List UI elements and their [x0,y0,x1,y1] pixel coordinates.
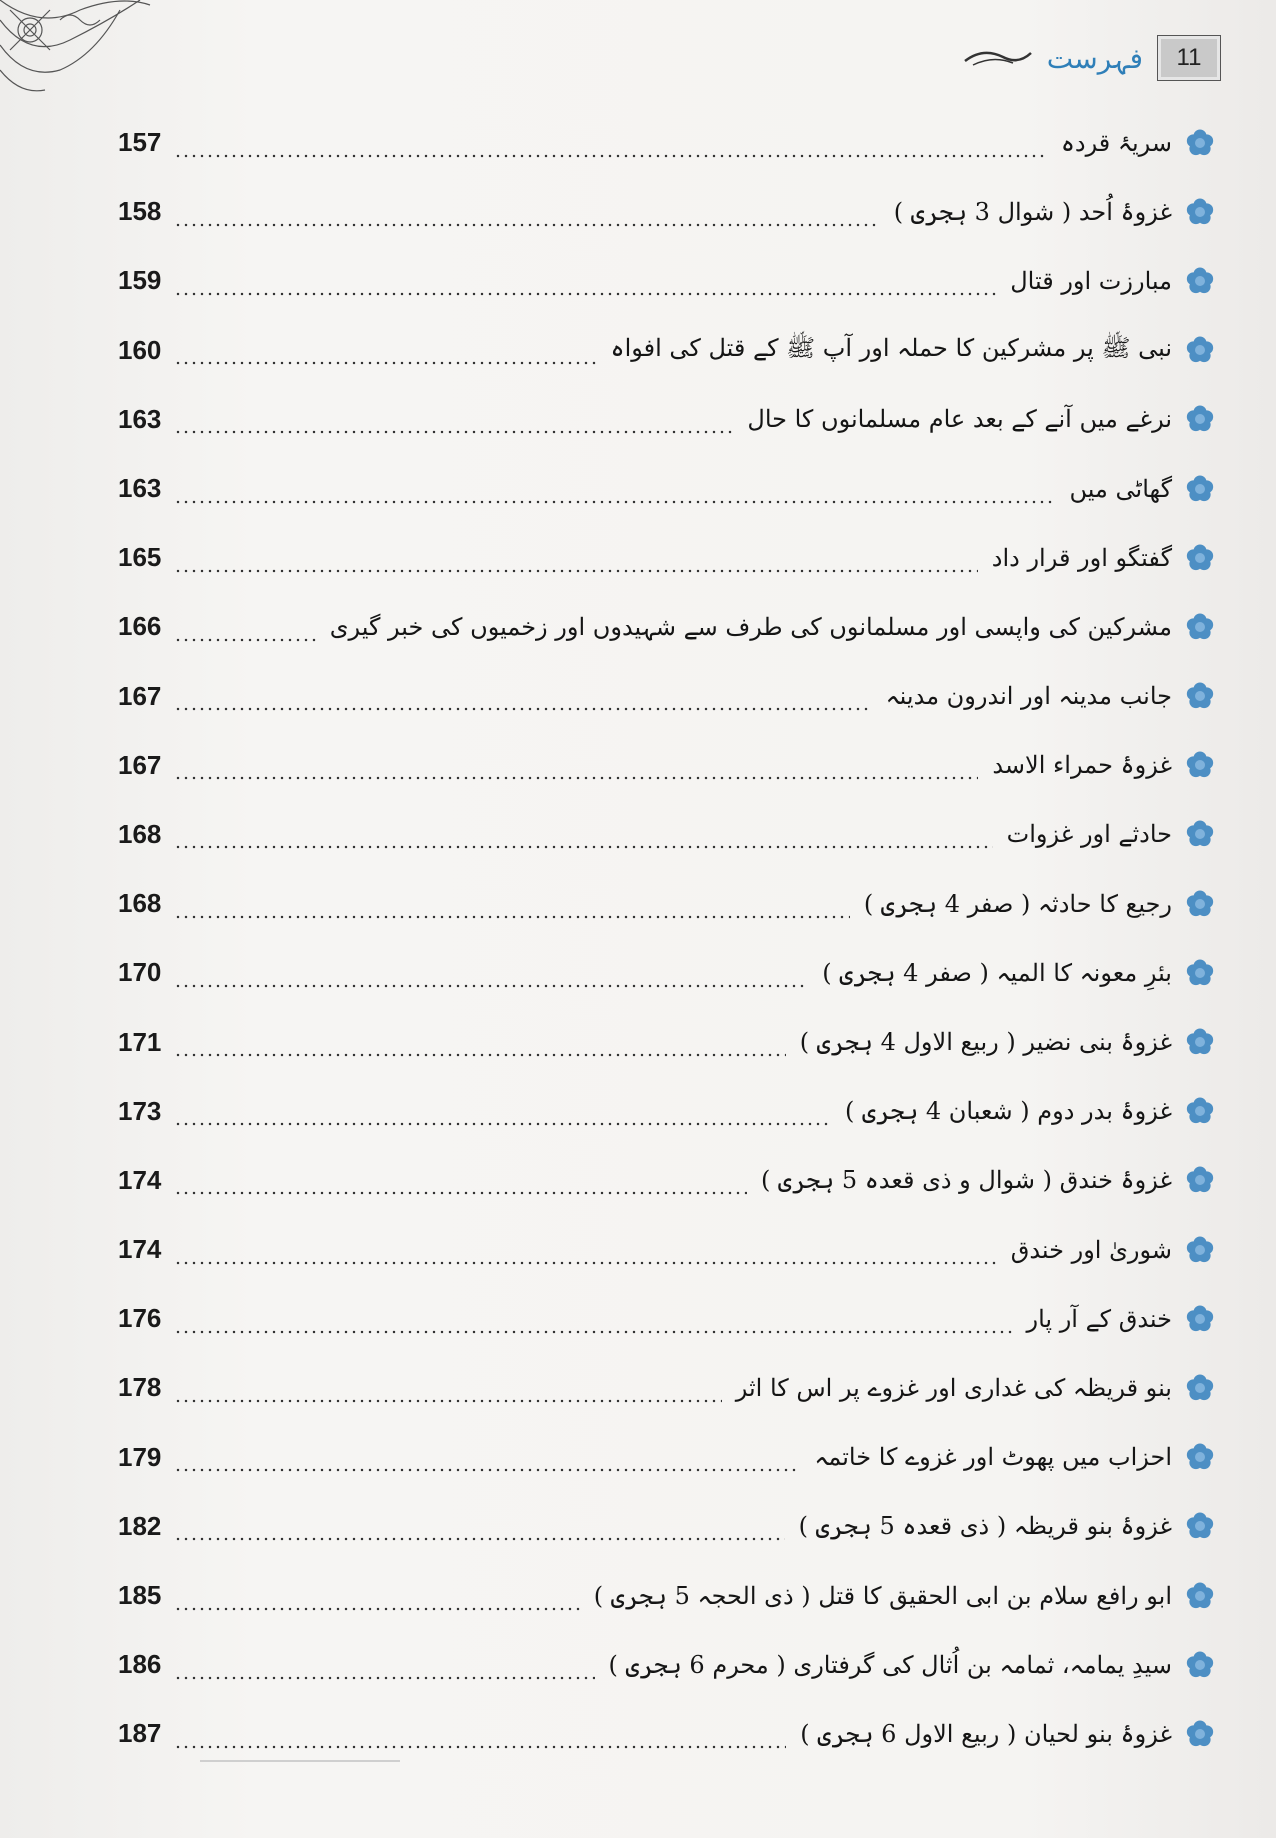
toc-page-number: 159 [118,265,162,296]
dot-leader [174,553,978,575]
table-of-contents [118,108,1216,1769]
toc-entry-title: مشرکین کی واپسی اور مسلمانوں کی طرف سے شہیدوں اور زخمیوں کی خبر گیری [329,612,1172,641]
flower-bullet-icon [1184,1372,1216,1404]
dot-leader [174,1245,997,1267]
toc-page-number: 186 [118,1649,162,1680]
toc-page-number: 173 [118,1095,162,1126]
toc-page-number: 168 [118,818,162,849]
toc-entry-title: خندق کے آر پار [1026,1304,1172,1333]
toc-entry[interactable] [118,1630,1216,1699]
toc-entry[interactable] [118,1561,1216,1630]
toc-entry[interactable] [118,108,1216,177]
flower-bullet-icon [1184,473,1216,505]
dot-leader [174,622,316,644]
toc-entry-title: غزوۂ خندق ( شوال و ذی قعدہ 5 ہجری ) [760,1166,1172,1195]
page-title: فہرست [1046,41,1143,75]
toc-entry-title: بنو قریظہ کی غداری اور غزوے پر اس کا اثر [735,1373,1172,1402]
toc-page-number: 166 [118,611,162,642]
dot-leader [174,414,733,436]
toc-entry[interactable] [118,662,1216,731]
toc-page-number: 185 [118,1580,162,1611]
swash-ornament-icon [963,43,1033,73]
divider [200,1760,400,1762]
toc-page-number: 168 [118,888,162,919]
toc-page-number: 182 [118,1510,162,1541]
toc-entry[interactable] [118,1353,1216,1422]
toc-entry-title: گفتگو اور قرار داد [991,543,1172,572]
toc-entry[interactable] [118,523,1216,592]
toc-page-number: 174 [118,1164,162,1195]
dot-leader [174,899,850,921]
toc-entry[interactable] [118,1077,1216,1146]
toc-entry-title: غزوۂ حمراء الاسد [992,751,1172,780]
toc-entry-title: جانب مدینہ اور اندرون مدینہ [885,682,1172,711]
toc-entry-title: سریۂ قردہ [1060,128,1172,157]
flower-bullet-icon [1184,1234,1216,1266]
flower-bullet-icon [1184,1164,1216,1196]
flower-bullet-icon [1184,749,1216,781]
toc-page-number: 167 [118,749,162,780]
toc-page-number: 160 [118,334,162,365]
toc-page-number: 170 [118,957,162,988]
toc-entry[interactable] [118,1215,1216,1284]
toc-page-number: 165 [118,542,162,573]
toc-entry[interactable] [118,1284,1216,1353]
dot-leader [174,1314,1012,1336]
dot-leader [174,829,993,851]
toc-entry[interactable] [118,869,1216,938]
flower-bullet-icon [1184,542,1216,574]
corner-ornament-icon [0,0,160,110]
toc-entry[interactable] [118,592,1216,661]
toc-entry-title: نرغے میں آنے کے بعد عام مسلمانوں کا حال [747,405,1172,434]
toc-entry[interactable] [118,454,1216,523]
toc-page-number: 163 [118,473,162,504]
flower-bullet-icon [1184,127,1216,159]
dot-leader [174,968,808,990]
dot-leader [174,760,978,782]
toc-entry[interactable] [118,246,1216,315]
dot-leader [174,1452,800,1474]
toc-entry-title: حادثے اور غزوات [1006,820,1172,849]
toc-entry-title: نبی ﷺ پر مشرکین کا حملہ اور آپ ﷺ کے قتل کی افواہ [610,333,1172,362]
toc-entry[interactable] [118,1492,1216,1561]
toc-entry-title: گھاٹی میں [1069,474,1172,503]
toc-entry-title: ابو رافع سلام بن ابی الحقیق کا قتل ( ذی الحجہ 5 ہجری ) [593,1581,1172,1610]
page-number: 11 [1157,35,1221,81]
toc-entry-title: شوریٰ اور خندق [1010,1235,1172,1264]
flower-bullet-icon [1184,1649,1216,1681]
toc-page-number: 167 [118,680,162,711]
toc-page-number: 176 [118,1303,162,1334]
toc-entry[interactable] [118,800,1216,869]
flower-bullet-icon [1184,1718,1216,1750]
toc-page-number: 178 [118,1372,162,1403]
toc-entry-title: سیدِ یمامہ، ثمامہ بن اُثال کی گرفتاری ( محرم 6 ہجری ) [608,1650,1172,1679]
flower-bullet-icon [1184,1510,1216,1542]
flower-bullet-icon [1184,1095,1216,1127]
dot-leader [174,1106,831,1128]
page-header [963,34,1221,82]
toc-entry[interactable] [118,385,1216,454]
flower-bullet-icon [1184,888,1216,920]
dot-leader [174,1383,722,1405]
toc-entry-title: غزوۂ اُحد ( شوال 3 ہجری ) [893,197,1172,226]
toc-page-number: 171 [118,1026,162,1057]
flower-bullet-icon [1184,611,1216,643]
toc-page-number: 179 [118,1441,162,1472]
toc-entry[interactable] [118,177,1216,246]
flower-bullet-icon [1184,1303,1216,1335]
toc-entry-title: احزاب میں پھوٹ اور غزوے کا خاتمہ [814,1443,1172,1472]
toc-page-number: 187 [118,1718,162,1749]
toc-entry-title: غزوۂ بنو قریظہ ( ذی قعدہ 5 ہجری ) [798,1512,1172,1541]
dot-leader [174,1037,786,1059]
toc-entry-title: بئرِ معونہ کا المیہ ( صفر 4 ہجری ) [822,958,1172,987]
flower-bullet-icon [1184,403,1216,435]
toc-page-number: 163 [118,403,162,434]
toc-entry[interactable] [118,1699,1216,1768]
toc-page-number: 157 [118,127,162,158]
toc-entry[interactable] [118,938,1216,1007]
flower-bullet-icon [1184,196,1216,228]
toc-entry[interactable] [118,316,1216,385]
dot-leader [174,1591,580,1613]
dot-leader [174,1175,747,1197]
dot-leader [174,1729,786,1751]
toc-entry[interactable] [118,1007,1216,1076]
dot-leader [174,1660,595,1682]
toc-entry[interactable] [118,1146,1216,1215]
toc-page-number: 174 [118,1234,162,1265]
toc-entry-title: مبارزت اور قتال [1010,266,1172,295]
flower-bullet-icon [1184,957,1216,989]
toc-entry[interactable] [118,731,1216,800]
toc-entry-title: رجیع کا حادثہ ( صفر 4 ہجری ) [863,889,1172,918]
dot-leader [174,138,1047,160]
toc-entry-title: غزوۂ بنو لحیان ( ربیع الاول 6 ہجری ) [800,1719,1172,1748]
dot-leader [174,1521,785,1543]
flower-bullet-icon [1184,265,1216,297]
flower-bullet-icon [1184,818,1216,850]
flower-bullet-icon [1184,1441,1216,1473]
dot-leader [174,207,880,229]
toc-entry-title: غزوۂ بدر دوم ( شعبان 4 ہجری ) [845,1097,1172,1126]
toc-entry-title: غزوۂ بنی نضیر ( ربیع الاول 4 ہجری ) [799,1028,1172,1057]
flower-bullet-icon [1184,1580,1216,1612]
flower-bullet-icon [1184,680,1216,712]
flower-bullet-icon [1184,334,1216,366]
dot-leader [174,691,872,713]
flower-bullet-icon [1184,1026,1216,1058]
dot-leader [174,276,996,298]
toc-entry[interactable] [118,1423,1216,1492]
dot-leader [174,345,597,367]
toc-page-number: 158 [118,196,162,227]
dot-leader [174,484,1056,506]
